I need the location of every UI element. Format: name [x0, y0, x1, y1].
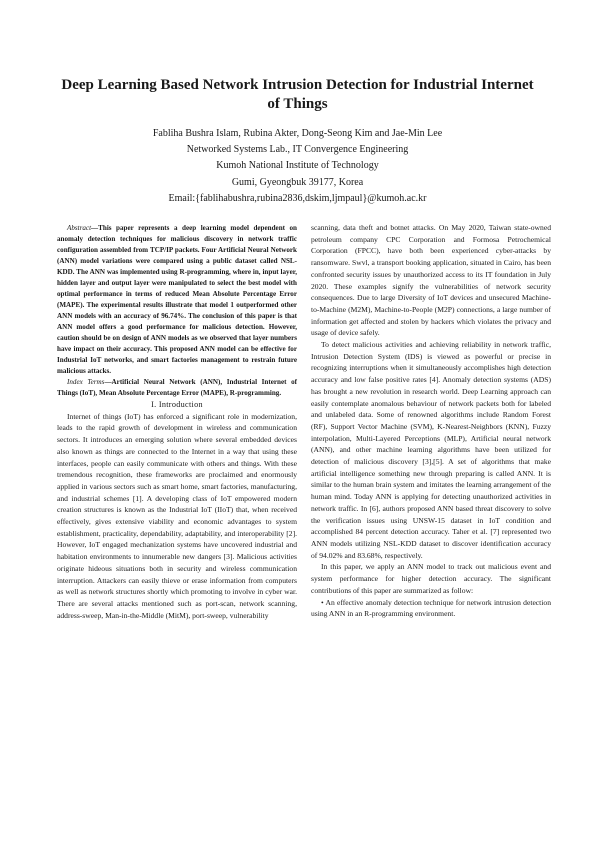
- abstract-paragraph: [57, 223, 297, 377]
- abstract-text: —This paper represents a deep learning model dependent on anomaly detection techniques for malicious discovery in network traffic configuration assembled from TCP/IP packets. Four Artificial Neural Network (ANN) model variations were compared using a public dataset called NSL-KDD. The ANN was implemented using R-programming, where in, input layer, hidden layer and output layer were manipulated to select the best model with optimal performance in terms of reduced Mean Absolute Percentage Error (MAPE). The experimental results illustrate that model 1 outperformed other ANN models with an accuracy of 96.74%. The conclusion of this paper is that ANN model offers a good performance for malicious detection. However, caution should be on design of ANN models as we observed that layer numbers have impact on their accuracy. This proposed ANN model can be effective for Industrial IoT networks, and smart factories management to restrain future malicious attacks.: [57, 224, 297, 375]
- bullet-marker: •: [321, 597, 324, 607]
- paper-title: Deep Learning Based Network Intrusion Detection for Industrial Internet of Things: [61, 77, 534, 112]
- index-terms-label: Index Terms: [67, 378, 105, 386]
- left-column: [57, 223, 297, 621]
- contribution-bullet-1: [311, 597, 551, 620]
- abstract-label: Abstract: [67, 224, 92, 232]
- intro-paragraph-2: To detect malicious activities and achieving reliability in network traffic, Intrusion Detection System (IDS) is viewed as powerful or precise in recognizing interruptions when it simultaneously accomplishes high detection accuracy and low false positive rates [4]. Anomaly detection systems (ADS) has brought a new revolution in research world. Deep Learning approach can easily contemplate anomalous behaviour of network packets both for labeled and unlabeled data. Some of renowned algorithms include Random Forest (RF), Support Vector Machine (SVM), K-Nearest-Neighbors (KNN), Fuzzy interpolation, Multi-Layered Perceptions (MLP), Artificial neural network (ANN), and other machine learning algorithms have been utilized for detection of malicious discovery [3],[5]. A set of algorithms that make artificial intelligence something new through preparing is called ANN. It is similar to the human brain system and imitates the learning arrangement of the human mind. Today ANN is applying for detecting unauthorized activities in network traffic. In [6], authors proposed ANN based threat discovery to solve the verification issues using UNSW-15 dataset in IoT condition and accomplished 84 percent detection accuracy. Taher et al. [7] represented two ANN models utilizing NSL-KDD dataset to discover identification accuracy of 94.02% and 83.68%, respectively.: [311, 340, 551, 560]
- right-column: [311, 222, 551, 620]
- bullet-text: An effective anomaly detection technique for network intrusion detection using ANN in an R-programming environment.: [311, 597, 551, 619]
- intro-paragraph-3: In this paper, we apply an ANN model to track out malicious event and system performance for higher detection accuracy. The significant contributions of this paper are summarized as follow:: [311, 562, 551, 595]
- section-heading: I. Introduction: [151, 400, 203, 409]
- intro-paragraph-1-continued: scanning, data theft and botnet attacks. On May 2020, Taiwan state-owned petroleum company CPC Corporation and Formosa Petrochemical Corporation (FPCC), have both been experienced cyber-attacks by ransomware. Swvl, a transport booking application, situated in Cairo, has been confronted security issues by unauthorized access to its IT foundation in July 2020. These examples signify the vulnerabilities of network security consequences. Due to large Diversity of IoT devices and unsecured Machine-to-Machine (M2M), Machine-to-People (M2P) connections, a large number of information get affected and stolen by hackers which violates the privacy and usage of device safely.: [311, 223, 551, 338]
- index-terms-text: —Artificial Neural Network (ANN), Industrial Internet of Things (IoT), Mean Absolute Percentage Error (MAPE), R-programming.: [57, 378, 297, 397]
- intro-paragraph-1: Internet of things (IoT) has enforced a significant role in modernization, leads to the rapid growth of development in wireless and communication sectors. It introduces an emerging solution where several embedded devices also known as things are connected to the Internet in a way that using these interfaces, people can easily communicate with others and things. With these tremendous recognition, these frameworks are proclaimed and enormously applied in various sectors such as smart home, smart factories, manufacturing, and industrial schemes [1]. A developing class of IoT empowered modern creation structures is known as the Industrial IoT (IIoT) that, when received effectively, gives extensive viability and economic advantages to system establishment, practicality, dependability, adaptability, and interoperability [2]. However, IoT engaged mechanization systems have uncovered industrial and habitation environments to innumerable new dangers [3]. Malicious activities originate hideous situations both in security and wireless communication interruption. Attackers can easily thieve or erase information from computers as well as network structures shortly which promoting to involve in cyber war. There are several attacks mentioned such as port-scan, network scanning, address-sweep, Man-in-the-Middle (MitM), port-sweep, vulnerability: [57, 411, 297, 620]
- affiliation-institute: Kumoh National Institute of Technology: [216, 160, 379, 172]
- abstract: [57, 223, 297, 399]
- author-names: Fabliha Bushra Islam, Rubina Akter, Dong-Seong Kim and Jae-Min Lee: [152, 128, 443, 139]
- affiliation-lab: Networked Systems Lab., IT Convergence Engineering: [186, 144, 409, 156]
- author-block: [60, 126, 535, 207]
- affiliation-address: Gumi, Gyeongbuk 39177, Korea: [231, 176, 364, 188]
- index-terms-paragraph: [57, 377, 297, 399]
- author-email: Email:{fablihabushra,rubina2836,dskim,ljmpaul}@kumoh.ac.kr: [168, 192, 427, 204]
